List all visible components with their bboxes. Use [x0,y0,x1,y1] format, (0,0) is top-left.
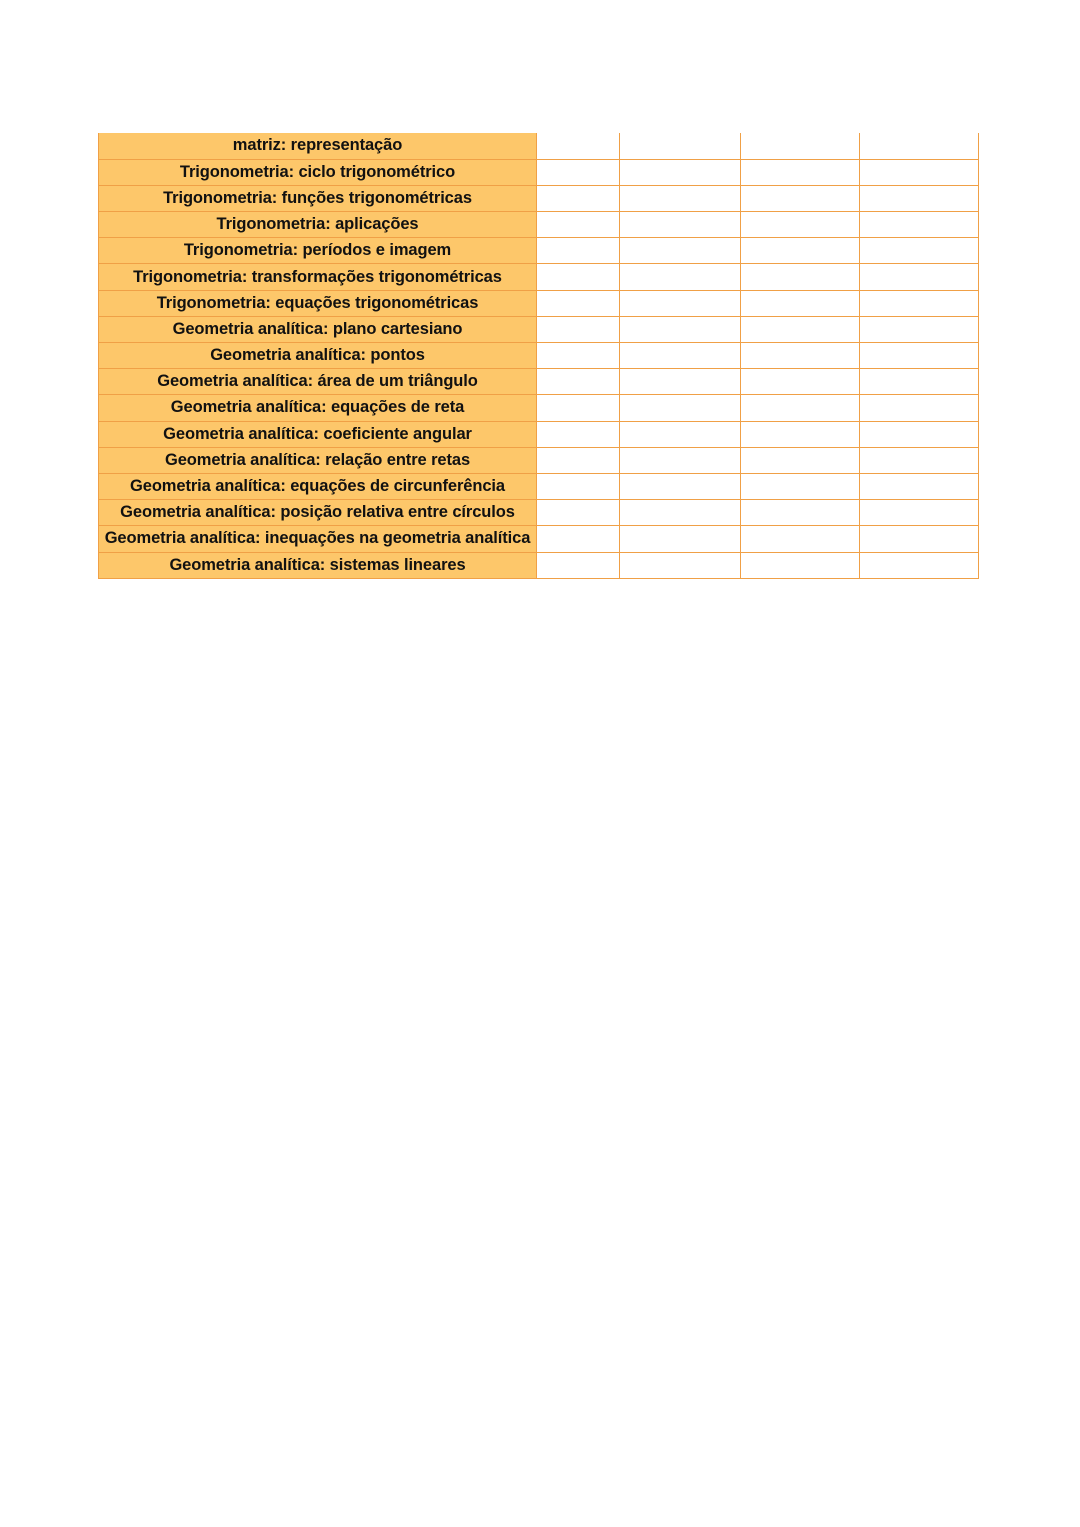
empty-cell[interactable] [741,185,860,211]
empty-cell[interactable] [537,290,620,316]
table-row [99,133,979,159]
empty-cell[interactable] [537,369,620,395]
empty-cell[interactable] [620,500,741,526]
empty-cell[interactable] [741,238,860,264]
empty-cell[interactable] [741,264,860,290]
empty-cell[interactable] [860,447,979,473]
topic-cell[interactable]: Trigonometria: ciclo trigonométrico [99,159,537,185]
empty-cell[interactable] [860,212,979,238]
topic-cell[interactable]: Geometria analítica: relação entre retas [99,447,537,473]
empty-cell[interactable] [860,343,979,369]
topic-cell[interactable]: Geometria analítica: coeficiente angular [99,421,537,447]
table-row [99,264,979,290]
empty-cell[interactable] [620,238,741,264]
table-row [99,447,979,473]
table-row [99,290,979,316]
empty-cell[interactable] [620,552,741,578]
topic-cell[interactable]: Geometria analítica: pontos [99,343,537,369]
empty-cell[interactable] [620,343,741,369]
empty-cell[interactable] [860,238,979,264]
empty-cell[interactable] [860,473,979,499]
empty-cell[interactable] [537,526,620,552]
table-row [99,212,979,238]
table-row [99,238,979,264]
empty-cell[interactable] [620,421,741,447]
empty-cell[interactable] [741,447,860,473]
topic-cell[interactable]: Geometria analítica: equações de circunferência [99,473,537,499]
empty-cell[interactable] [741,290,860,316]
empty-cell[interactable] [741,526,860,552]
empty-cell[interactable] [620,264,741,290]
empty-cell[interactable] [741,500,860,526]
empty-cell[interactable] [741,395,860,421]
empty-cell[interactable] [620,212,741,238]
topic-cell[interactable]: Trigonometria: transformações trigonométricas [99,264,537,290]
table-row [99,159,979,185]
topic-cell[interactable]: matriz: representação [99,133,537,159]
topic-cell[interactable]: Trigonometria: equações trigonométricas [99,290,537,316]
empty-cell[interactable] [860,133,979,159]
table-row [99,316,979,342]
empty-cell[interactable] [860,290,979,316]
empty-cell[interactable] [860,159,979,185]
empty-cell[interactable] [620,290,741,316]
empty-cell[interactable] [741,473,860,499]
empty-cell[interactable] [537,264,620,290]
empty-cell[interactable] [537,343,620,369]
empty-cell[interactable] [860,264,979,290]
empty-cell[interactable] [620,526,741,552]
topic-cell[interactable]: Geometria analítica: equações de reta [99,395,537,421]
empty-cell[interactable] [741,552,860,578]
empty-cell[interactable] [741,159,860,185]
topic-cell[interactable]: Geometria analítica: área de um triângulo [99,369,537,395]
empty-cell[interactable] [537,159,620,185]
empty-cell[interactable] [620,395,741,421]
empty-cell[interactable] [860,421,979,447]
topic-cell[interactable]: Geometria analítica: posição relativa entre círculos [99,500,537,526]
empty-cell[interactable] [620,133,741,159]
empty-cell[interactable] [620,159,741,185]
topic-cell[interactable]: Trigonometria: períodos e imagem [99,238,537,264]
table-row [99,473,979,499]
empty-cell[interactable] [741,316,860,342]
table-row [99,552,979,578]
table-row [99,500,979,526]
empty-cell[interactable] [860,395,979,421]
table-row [99,421,979,447]
topic-cell[interactable]: Geometria analítica: plano cartesiano [99,316,537,342]
topic-cell[interactable]: Trigonometria: aplicações [99,212,537,238]
empty-cell[interactable] [620,473,741,499]
empty-cell[interactable] [741,369,860,395]
empty-cell[interactable] [860,369,979,395]
empty-cell[interactable] [537,447,620,473]
table-row [99,369,979,395]
topic-cell[interactable]: Trigonometria: funções trigonométricas [99,185,537,211]
empty-cell[interactable] [620,369,741,395]
empty-cell[interactable] [537,133,620,159]
empty-cell[interactable] [537,395,620,421]
table-row [99,185,979,211]
empty-cell[interactable] [620,185,741,211]
empty-cell[interactable] [537,238,620,264]
table-row [99,526,979,552]
empty-cell[interactable] [860,552,979,578]
empty-cell[interactable] [860,316,979,342]
empty-cell[interactable] [620,316,741,342]
topic-cell[interactable]: Geometria analítica: inequações na geometria analítica [99,526,537,552]
empty-cell[interactable] [741,343,860,369]
empty-cell[interactable] [860,526,979,552]
empty-cell[interactable] [537,473,620,499]
empty-cell[interactable] [537,421,620,447]
topic-cell[interactable]: Geometria analítica: sistemas lineares [99,552,537,578]
empty-cell[interactable] [537,316,620,342]
table-row [99,343,979,369]
empty-cell[interactable] [860,500,979,526]
table-row [99,395,979,421]
empty-cell[interactable] [741,212,860,238]
empty-cell[interactable] [741,133,860,159]
empty-cell[interactable] [620,447,741,473]
empty-cell[interactable] [537,500,620,526]
topics-table-body [99,133,979,578]
empty-cell[interactable] [860,185,979,211]
empty-cell[interactable] [537,185,620,211]
topics-table [98,133,979,579]
empty-cell[interactable] [537,552,620,578]
empty-cell[interactable] [537,212,620,238]
empty-cell[interactable] [741,421,860,447]
